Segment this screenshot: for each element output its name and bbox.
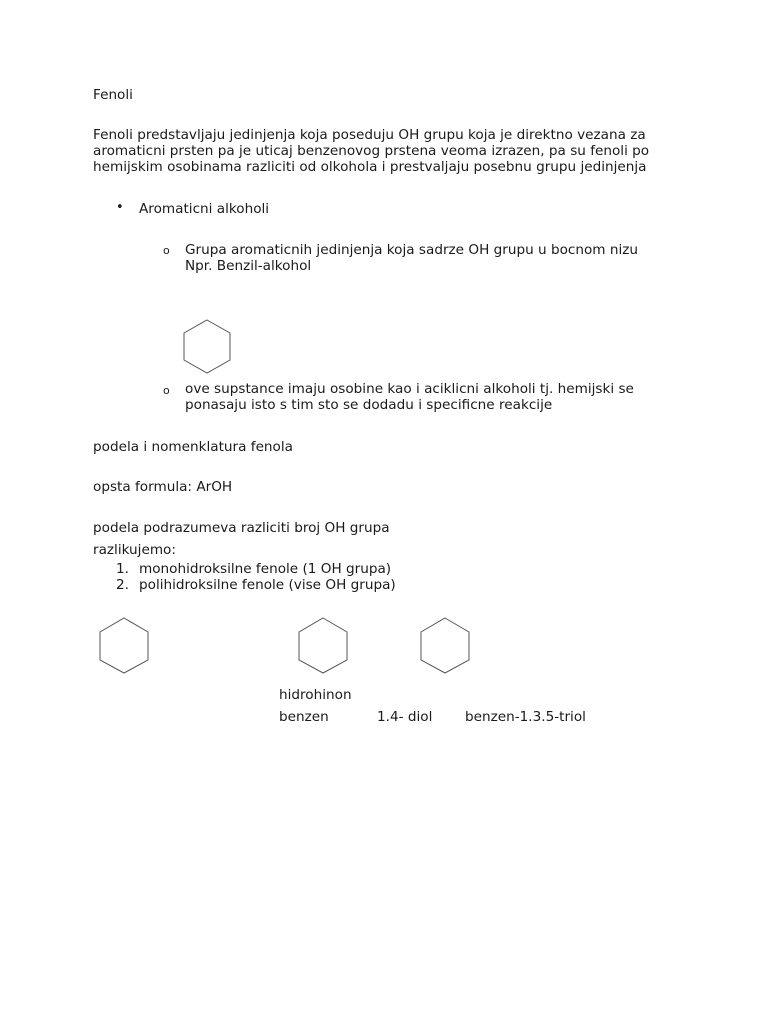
caption-triol: benzen-1.3.5-triol: [465, 709, 586, 725]
formula-text: opsta formula: ArOH: [93, 479, 233, 495]
bullet-marker: •: [116, 200, 124, 215]
section-heading: podela i nomenklatura fenola: [93, 439, 293, 455]
intro-line-2: aromaticni prsten pa je uticaj benzenovog prstena veoma izrazen, pa su fenoli po: [93, 143, 650, 159]
sub1-line-1: Grupa aromaticnih jedinjenja koja sadrze OH grupu u bocnom nizu: [185, 242, 639, 258]
intro-line-1: Fenoli predstavljaju jedinjenja koja poseduju OH grupu koja je direktno vezana za: [93, 127, 646, 143]
distinguish-text: razlikujemo:: [93, 542, 176, 558]
page-title: Fenoli: [93, 87, 133, 103]
sub2-line-2: ponasaju isto s tim sto se dodadu i specificne reakcije: [185, 397, 553, 413]
benzene-ring-figure: [182, 320, 232, 374]
list-number-1: 1.: [116, 561, 129, 577]
benzene-ring-figure-1: [98, 618, 150, 674]
list-item-2: polihidroksilne fenole (vise OH grupa): [139, 577, 396, 593]
sub-bullet-marker-1: o: [163, 244, 170, 257]
benzene-ring-figure-2: [297, 618, 349, 674]
caption-benzen: benzen: [279, 709, 329, 725]
caption-diol: 1.4- diol: [377, 709, 433, 725]
list-item-1: monohidroksilne fenole (1 OH grupa): [139, 561, 392, 577]
caption-hidrohinon: hidrohinon: [279, 687, 352, 703]
sub-bullet-marker-2: o: [163, 384, 170, 397]
division-text: podela podrazumeva razliciti broj OH grupa: [93, 520, 390, 536]
bullet-text: Aromaticni alkoholi: [139, 201, 270, 217]
intro-line-3: hemijskim osobinama razliciti od olkohola i prestvaljaju posebnu grupu jedinjenja: [93, 159, 647, 175]
benzene-ring-figure-3: [419, 618, 471, 674]
sub2-line-1: ove supstance imaju osobine kao i aciklicni alkoholi tj. hemijski se: [185, 381, 634, 397]
list-number-2: 2.: [116, 577, 129, 593]
sub1-line-2: Npr. Benzil-alkohol: [185, 258, 312, 274]
